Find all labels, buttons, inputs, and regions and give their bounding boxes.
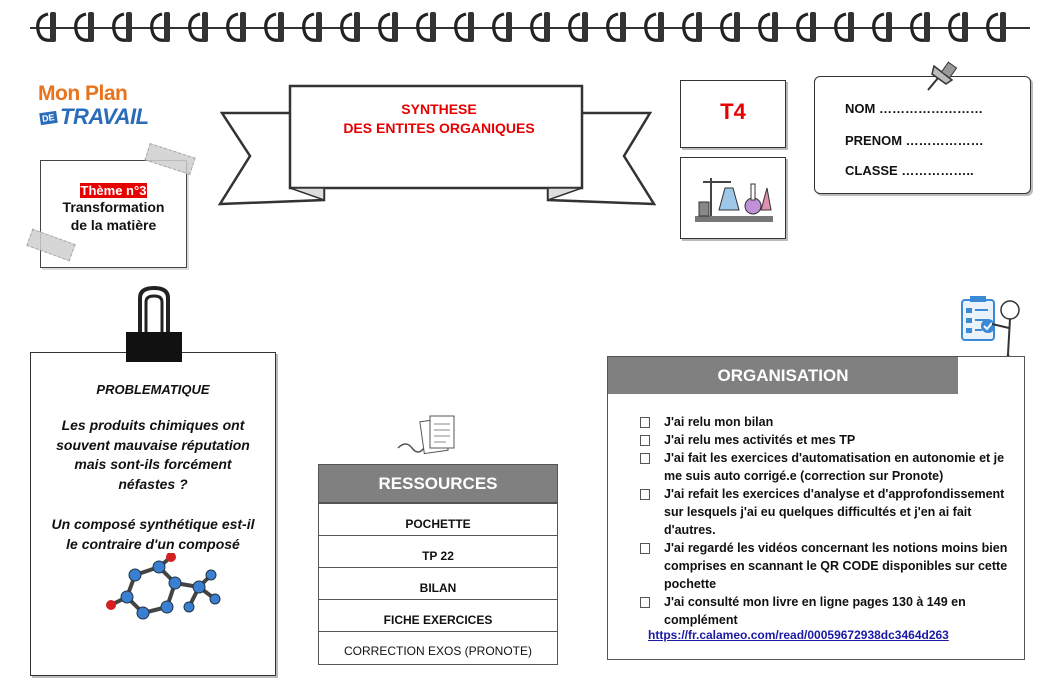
problem-heading: PROBLEMATIQUE <box>96 382 210 397</box>
checkbox[interactable] <box>640 417 650 428</box>
checklist-item <box>640 449 1014 485</box>
checklist-item-text: J'ai relu mon bilan <box>664 415 774 429</box>
checklist-item-text: J'ai relu mes activités et mes TP <box>664 433 856 447</box>
logo-line3: TRAVAIL <box>60 104 149 129</box>
theme-badge: Thème n°3 <box>80 183 147 198</box>
calameo-link[interactable]: https://fr.calameo.com/read/00059672938dc3464d263 <box>648 628 949 642</box>
sequence-card <box>680 80 786 148</box>
organisation-panel <box>607 356 1025 660</box>
checklist-item-text: J'ai regardé les vidéos concernant les notions moins bien comprises en scannant le QR CODE disponibles sur cette pochette <box>664 541 1008 591</box>
sequence-label: T4 <box>720 99 746 124</box>
lab-illustration-card <box>680 157 786 239</box>
checklist-item <box>640 431 1014 449</box>
problem-question-1: Les produits chimiques ont souvent mauvaise réputation mais sont-ils forcément néfastes ? <box>56 417 250 492</box>
logo-line2: DE <box>39 111 57 125</box>
student-firstname-field[interactable]: PRENOM ……………… <box>845 133 984 148</box>
organisation-checklist <box>640 413 1014 629</box>
checkbox[interactable] <box>640 597 650 608</box>
checkbox[interactable] <box>640 453 650 464</box>
pushpin-icon <box>918 60 962 96</box>
checkbox[interactable] <box>640 435 650 446</box>
checkbox[interactable] <box>640 489 650 500</box>
student-class-field[interactable]: CLASSE …………….. <box>845 163 974 178</box>
spiral-binding <box>0 0 1053 60</box>
documents-icon <box>396 412 464 460</box>
logo-line1: Mon Plan <box>38 82 128 105</box>
checklist-item <box>640 539 1014 593</box>
checklist-item <box>640 485 1014 539</box>
resource-item-fiche-exercices: FICHE EXERCICES <box>319 599 557 631</box>
resources-header: RESSOURCES <box>319 465 557 503</box>
checklist-item-text: J'ai consulté mon livre en ligne pages 130 à 149 en complément <box>664 595 966 627</box>
organisation-header: ORGANISATION <box>608 357 958 394</box>
page-title-line2: DES ENTITES ORGANIQUES <box>343 120 535 136</box>
page-title-line1: SYNTHESE <box>401 101 477 117</box>
ribbon-banner <box>212 78 660 218</box>
resource-item-bilan: BILAN <box>319 567 557 599</box>
checklist-item <box>640 413 1014 431</box>
lab-equipment-icon <box>681 158 785 238</box>
checkbox[interactable] <box>640 543 650 554</box>
problem-question-2: Un composé synthétique est-il le contraire d'un composé <box>51 516 255 552</box>
binder-clip-icon <box>118 284 190 368</box>
resource-item-correction: CORRECTION EXOS (PRONOTE) <box>319 631 557 664</box>
molecule-icon <box>95 553 225 637</box>
theme-title-line1: Transformation <box>62 199 165 215</box>
checklist-item-text: J'ai refait les exercices d'analyse et d'approfondissement sur lesquels j'ai eu quelques difficultés et j'en ai fait d'autres. <box>664 487 1005 537</box>
resource-item-tp: TP 22 <box>319 535 557 567</box>
resource-item-pochette: POCHETTE <box>319 503 557 535</box>
problem-card <box>30 352 276 676</box>
theme-title-line2: de la matière <box>70 217 157 233</box>
page-title <box>290 100 588 138</box>
resources-table <box>318 464 558 665</box>
logo <box>38 82 178 142</box>
student-name-field[interactable]: NOM …………………… <box>845 101 983 116</box>
checklist-item <box>640 593 1014 629</box>
checklist-item-text: J'ai fait les exercices d'automatisation en autonomie et je me suis auto corrigé.e (correction sur Pronote) <box>664 451 1005 483</box>
